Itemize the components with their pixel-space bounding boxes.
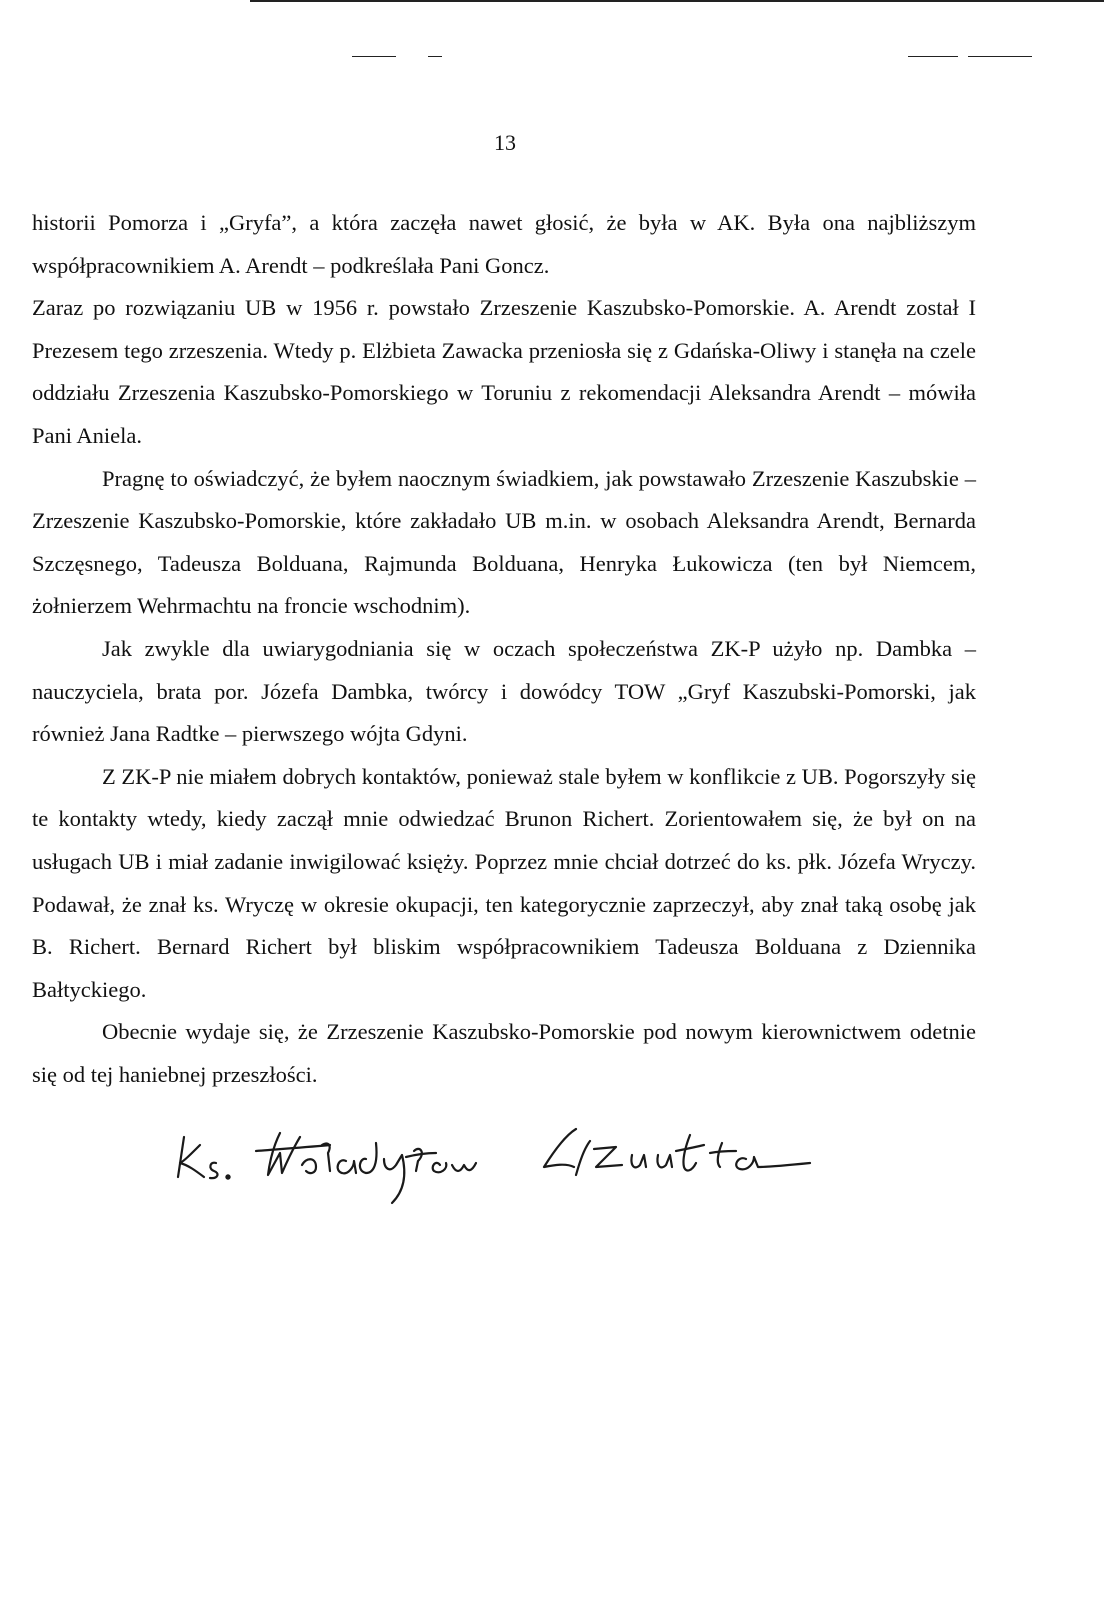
paragraph: Z ZK-P nie miałem dobrych kontaktów, ponieważ stale byłem w konflikcie z UB. Pogorszyły się te kontakty wtedy, kiedy zaczął mnie odwiedzać Brunon Richert. Zorientowałem się, że był on na usługach UB i miał zadanie inwigilować księży. Poprzez mnie chciał dotrzeć do ks. płk. Józefa Wryczy. Podawał, że znał ks. Wryczę w okresie okupacji, ten kategorycznie zaprzeczył, aby znał taką osobę jak B. Richert. Bernard Richert był bliskim współpracownikiem Tadeusza Bolduana z Dziennika Bałtyckiego. [32, 763, 976, 1002]
paragraph: historii Pomorza i „Gryfa”, a która zaczęła nawet głosić, że była w AK. Była ona najbliższym współpracownikiem A. Arendt – podkreślała Pani Goncz. [32, 210, 976, 278]
document-body [32, 202, 976, 1096]
handwritten-signature [170, 1115, 930, 1225]
scan-dash [352, 56, 396, 57]
paragraph: Pragnę to oświadczyć, że byłem naocznym świadkiem, jak powstawało Zrzeszenie Kaszubskie – Zrzeszenie Kaszubsko-Pomorskie, które zakładało UB m.in. w osobach Aleksandra Arendt, Bernarda Szczęsnego, Tadeusza Bolduana, Rajmunda Bolduana, Henryka Łukowicza (ten był Niemcem, żołnierzem Wehrmachtu na froncie wschodnim). [32, 465, 976, 619]
scan-top-border [250, 0, 1104, 2]
paragraph: Obecnie wydaje się, że Zrzeszenie Kaszubsko-Pomorskie pod nowym kierownictwem odetnie się od tej haniebnej przeszłości. [32, 1019, 976, 1087]
paragraph: Jak zwykle dla uwiarygodniania się w oczach społeczeństwa ZK-P użyło np. Dambka – nauczyciela, brata por. Józefa Dambka, twórcy i dowódcy TOW „Gryf Kaszubski-Pomorski, jak również Jana Radtke – pierwszego wójta Gdyni. [32, 635, 976, 747]
scan-dash [428, 56, 442, 57]
paragraph: Zaraz po rozwiązaniu UB w 1956 r. powstało Zrzeszenie Kaszubsko-Pomorskie. A. Arendt został I Prezesem tego zrzeszenia. Wtedy p. Elżbieta Zawacka przeniosła się z Gdańska-Oliwy i stanęła na czele oddziału Zrzeszenia Kaszubsko-Pomorskiego w Toruniu z rekomendacji Aleksandra Arendt – mówiła Pani Aniela. [32, 295, 976, 448]
scan-dash [968, 56, 1032, 57]
page-number: 13 [494, 130, 516, 155]
scan-dash [908, 56, 958, 57]
